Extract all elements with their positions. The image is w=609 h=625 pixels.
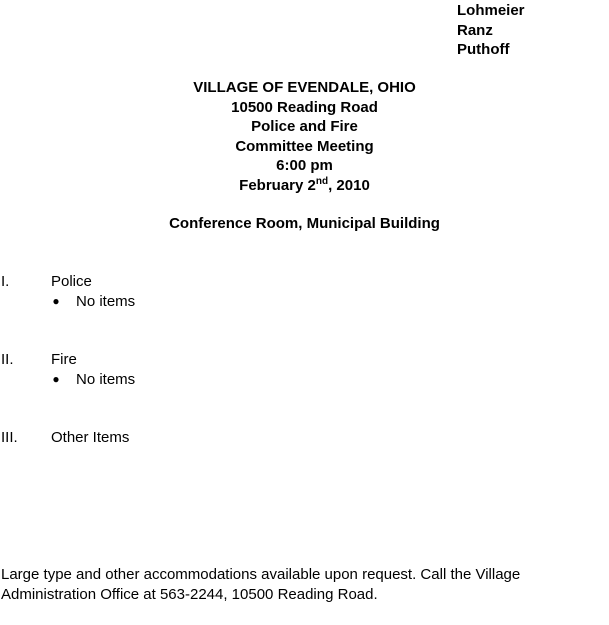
- agenda-title: Other Items: [51, 429, 130, 446]
- bullet-icon: ●: [52, 294, 60, 308]
- meeting-date: [0, 176, 609, 196]
- agenda-numeral: II.: [1, 351, 14, 368]
- village-title: VILLAGE OF EVENDALE, OHIO: [193, 79, 416, 96]
- meeting-location: Conference Room, Municipal Building: [169, 215, 440, 232]
- agenda-title: Police: [51, 273, 92, 290]
- accommodations-notice: Large type and other accommodations available upon request. Call the Village Administration Office at 563-2244, 10500 Reading Road.: [1, 566, 521, 603]
- committee-members: [457, 1, 525, 60]
- sub-item-text: No items: [76, 371, 136, 388]
- agenda-numeral: I.: [1, 273, 10, 290]
- meeting-time: 6:00 pm: [276, 157, 333, 174]
- date-month-day: February 2: [239, 176, 316, 194]
- bullet-icon: ●: [52, 372, 60, 386]
- member-name: Puthoff: [457, 41, 510, 58]
- member-name: Ranz: [457, 21, 493, 39]
- address-line: 10500 Reading Road: [231, 98, 378, 116]
- agenda-title: Fire: [51, 351, 77, 368]
- sub-item-text: No items: [76, 293, 136, 310]
- agenda-numeral: III.: [1, 429, 18, 446]
- member-name: Lohmeier: [457, 2, 525, 19]
- committee-name: Police and Fire: [251, 118, 358, 135]
- meeting-type: Committee Meeting: [235, 137, 374, 155]
- document-header: [0, 78, 609, 195]
- date-ordinal-suffix: nd: [315, 175, 329, 187]
- date-year: , 2010: [328, 176, 370, 194]
